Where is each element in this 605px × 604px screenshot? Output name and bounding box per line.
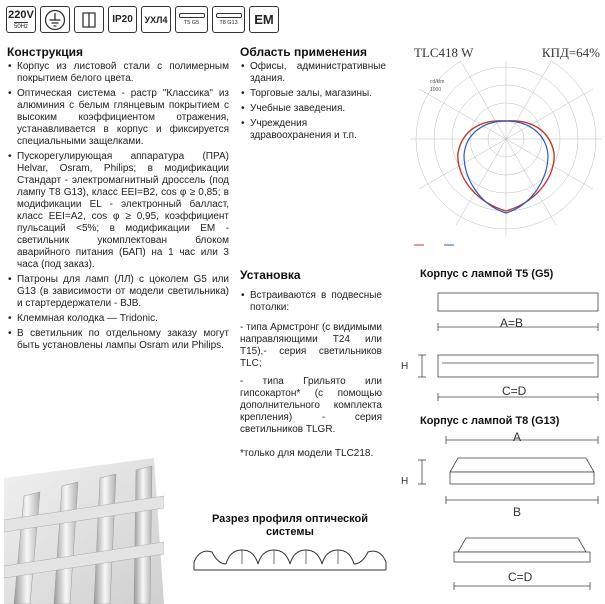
- frequency-value: 50Hz: [13, 23, 28, 30]
- svg-text:1000: 1000: [430, 87, 442, 93]
- list-item: • Пускорегулирующая аппаратура (ПРА) Helvar, Osram, Philips; в модификации Стандарт - электромагнитный дроссель (под лампу T8 G13), класс EEI=B2, cos φ ≥ 0,85; в модификации EL - электронный балласт, класс EEI=A2, cos φ ≥ 0,95, коэффициент пульсаций <5%; в модификации EM - светильник укомплектован блоком аварийного питания (БАП) на 1 час или 3 часа (под заказ).: [7, 151, 229, 271]
- list-item: • Офисы, административные здания.: [240, 61, 386, 85]
- profile-title-line2: системы: [266, 526, 314, 538]
- tube-t8-icon: [216, 13, 242, 18]
- ip-rating-icon: IP20: [108, 6, 137, 33]
- svg-text:cd/klm: cd/klm: [430, 79, 445, 85]
- list-item: • В светильник по отдельному заказу могут быть установлены лампы Osram или Philips.: [7, 328, 229, 352]
- list-item: • Торговые залы, магазины.: [240, 88, 386, 100]
- housing-t8-dim-cd: C=D: [508, 570, 533, 584]
- lamp-t5-label: T5 G5: [183, 20, 200, 26]
- housing-t8-title: Корпус с лампой T8 (G13): [420, 415, 560, 427]
- housing-t8-dim-h: H: [401, 476, 409, 487]
- lamp-t8-label: T8 G13: [219, 20, 238, 26]
- list-item: • Клеммная колодка — Tridonic.: [7, 313, 229, 325]
- emergency-icon: EM: [249, 6, 279, 33]
- housing-t8-dim-b: B: [513, 505, 522, 519]
- construction-title: Конструкция: [7, 45, 84, 59]
- polar-diagram: [410, 45, 602, 252]
- class-one-icon: [74, 6, 104, 33]
- profile-title: [190, 513, 390, 539]
- list-item: - типа Грильято или гипсокартон* (с помощью дополнительного комплекта крепления) - серия светильников TLGR.: [240, 376, 382, 435]
- polar-model-label: TLC418 W: [414, 45, 474, 60]
- tube-t5-icon: [179, 13, 205, 18]
- installation-title: Установка: [240, 268, 301, 282]
- product-photo: [4, 456, 164, 604]
- list-item: • Учреждения здравоохранения и т.п.: [240, 118, 386, 142]
- housing-t5-dim-cd: C=D: [502, 384, 527, 398]
- installation-types: [240, 322, 382, 439]
- housing-t5-title: Корпус с лампой T5 (G5): [420, 268, 554, 280]
- lamp-t8-icon: [212, 6, 245, 33]
- list-item: • Оптическая система - растр "Классика" из алюминия с белым глянцевым покрытием с высоким коэффициентом отражения, устанавливается в корпус и фиксируется специальными защелками.: [7, 88, 229, 148]
- list-item: • Корпус из листовой стали с полимерным покрытием белого цвета.: [7, 61, 229, 85]
- installation-note: *только для модели TLC218.: [240, 448, 374, 459]
- construction-list: [7, 61, 229, 355]
- polar-grid: [410, 61, 602, 252]
- climate-icon: УХЛ4: [141, 6, 171, 33]
- list-item: • Патроны для ламп (ЛЛ) с цоколем G5 или G13 (в зависимости от модели светильника) и стартердержатели - BJB.: [7, 274, 229, 310]
- housing-t5-dim-h: H: [401, 361, 409, 372]
- voltage-value: 220V: [8, 8, 34, 21]
- housing-t5-dim-ab: A=B: [500, 316, 524, 330]
- profile-title-line1: Разрез профиля оптической: [211, 513, 369, 525]
- housing-t8-dim-a: A: [513, 430, 522, 444]
- application-title: Область применения: [240, 45, 368, 59]
- list-item: - типа Армстронг (с видимыми направляющими T24 или T15),- серия светильников TLC;: [240, 322, 382, 369]
- lamp-t5-icon: [175, 6, 208, 33]
- application-list: [240, 61, 386, 145]
- installation-list: [240, 290, 382, 317]
- profile-drawing: [190, 542, 400, 578]
- polar-efficiency-label: КПД=64%: [541, 45, 600, 60]
- voltage-icon: [6, 6, 36, 33]
- grounding-icon: [40, 6, 70, 33]
- list-item: • Учебные заведения.: [240, 103, 386, 115]
- housing-t8-drawing: [408, 432, 605, 604]
- list-item: • Встраиваются в подвесные потолки:: [240, 290, 382, 314]
